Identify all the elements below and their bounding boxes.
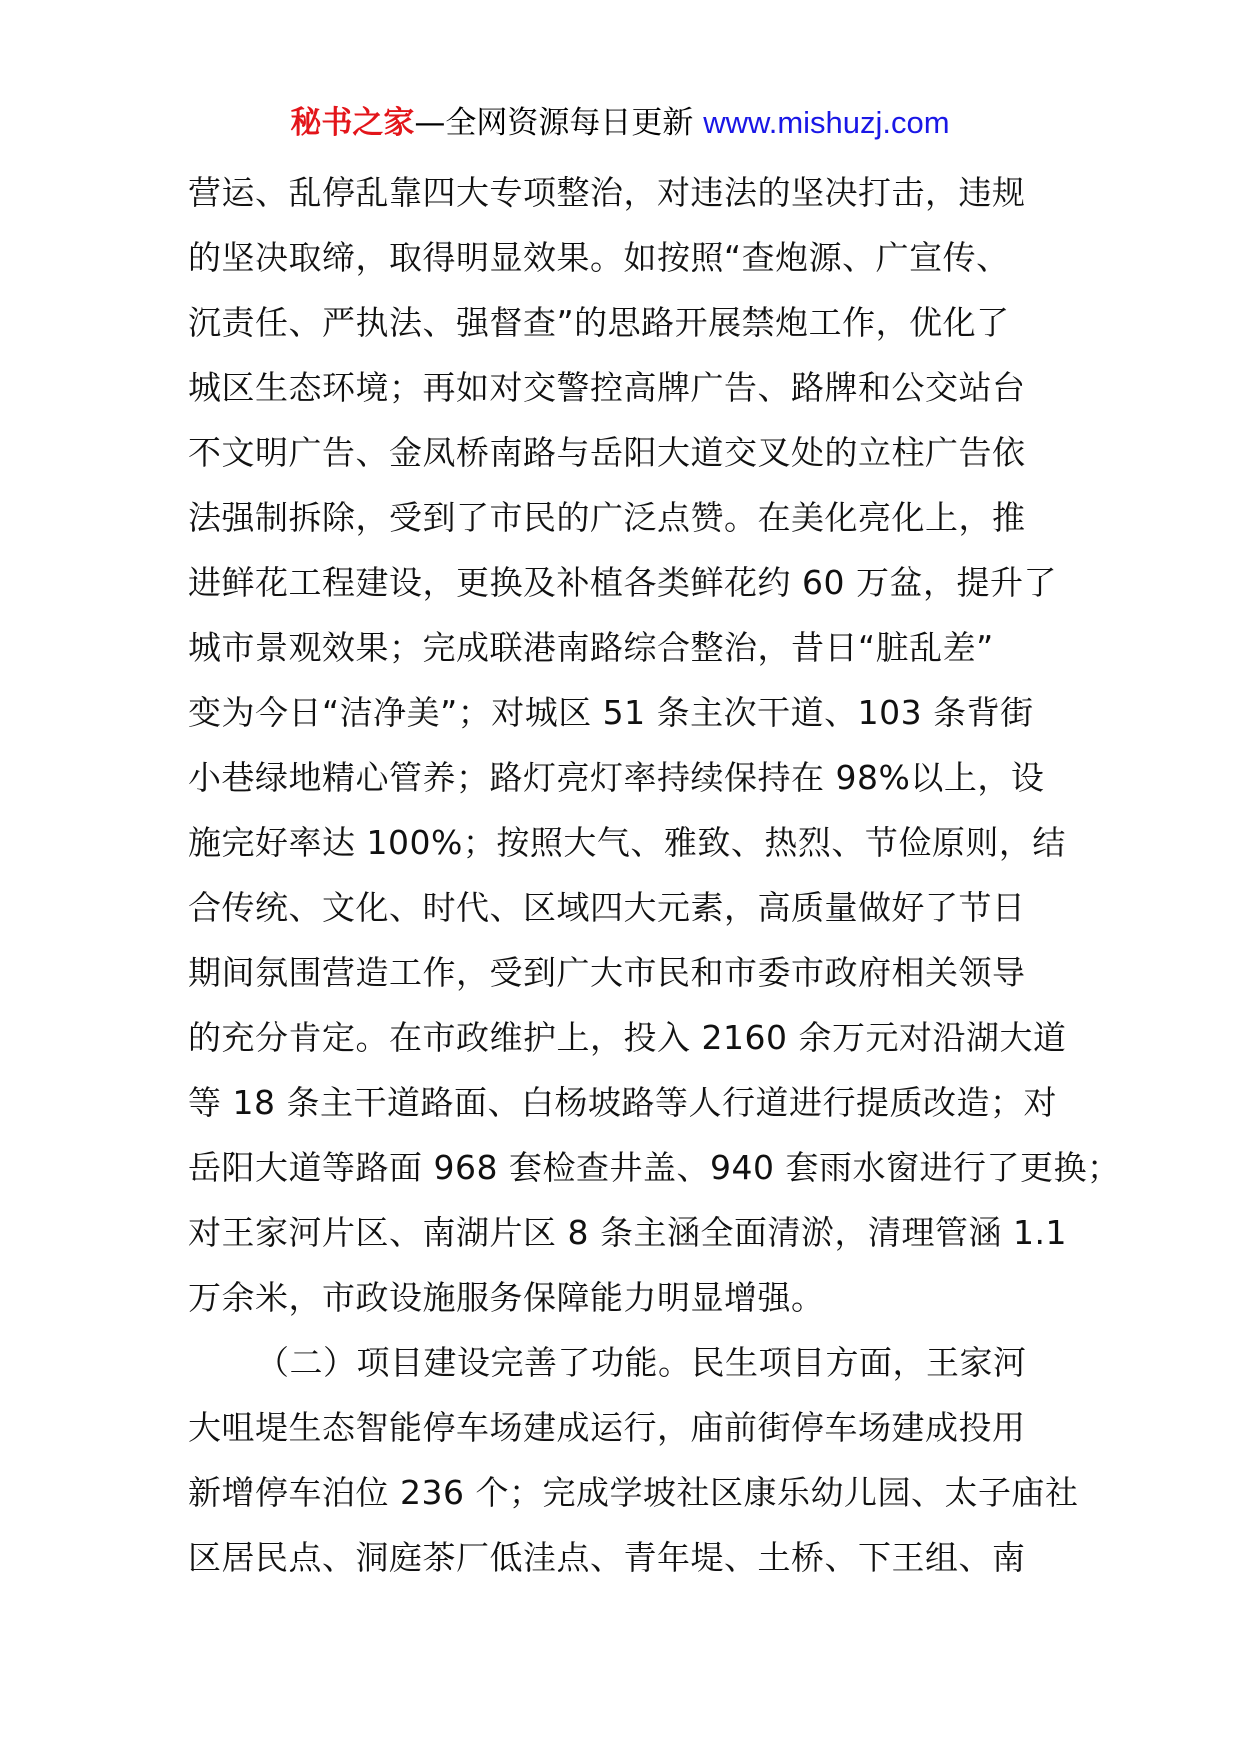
text-line: 等 18 条主干道路面、白杨坡路等人行道进行提质改造；对 (188, 1083, 1057, 1122)
text-line: 城市景观效果；完成联港南路综合整治，昔日“脏乱差” (188, 628, 994, 667)
text-line: 新增停车泊位 236 个；完成学坡社区康乐幼儿园、太子庙社 (188, 1473, 1079, 1512)
text-line: 区居民点、洞庭茶厂低洼点、青年堤、土桥、下王组、南 (188, 1538, 1026, 1577)
text-line: 合传统、文化、时代、区域四大元素，高质量做好了节日 (188, 888, 1026, 927)
header-brand: 秘书之家 (290, 105, 415, 141)
text-line: 大咀堤生态智能停车场建成运行，庙前街停车场建成投用 (188, 1408, 1026, 1447)
body-text (188, 160, 1121, 1590)
text-line: 沉责任、严执法、强督查”的思路开展禁炮工作，优化了 (188, 303, 1010, 342)
text-line: 的充分肯定。在市政维护上，投入 2160 余万元对沿湖大道 (188, 1018, 1067, 1057)
text-line: 不文明广告、金凤桥南路与岳阳大道交叉处的立柱广告依 (188, 433, 1026, 472)
text-line: 对王家河片区、南湖片区 8 条主涵全面清淤，清理管涵 1.1 (188, 1213, 1067, 1252)
section-heading-line: （二）项目建设完善了功能。民生项目方面，王家河 (256, 1343, 1027, 1382)
text-line: 期间氛围营造工作，受到广大市民和市委市政府相关领导 (188, 953, 1026, 992)
text-line: 城区生态环境；再如对交警控高牌广告、路牌和公交站台 (188, 368, 1026, 407)
text-line: 营运、乱停乱靠四大专项整治，对违法的坚决打击，违规 (188, 173, 1026, 212)
text-line: 小巷绿地精心管养；路灯亮灯率持续保持在 98%以上，设 (188, 758, 1045, 797)
text-line: 岳阳大道等路面 968 套检查井盖、940 套雨水窗进行了更换； (188, 1148, 1121, 1187)
text-line: 万余米，市政设施服务保障能力明显增强。 (188, 1278, 825, 1317)
header-url-link[interactable]: www.mishuzj.com (703, 105, 950, 140)
text-line: 施完好率达 100%；按照大气、雅致、热烈、节俭原则，结 (188, 823, 1066, 862)
page-header (0, 100, 1240, 146)
header-tagline: —全网资源每日更新 (414, 105, 704, 141)
text-line: 法强制拆除，受到了市民的广泛点赞。在美化亮化上，推 (188, 498, 1026, 537)
text-line: 的坚决取缔，取得明显效果。如按照“查炮源、广宣传、 (188, 238, 1010, 277)
text-line: 变为今日“洁净美”；对城区 51 条主次干道、103 条背街 (188, 693, 1034, 732)
text-line: 进鲜花工程建设，更换及补植各类鲜花约 60 万盆，提升了 (188, 563, 1057, 602)
